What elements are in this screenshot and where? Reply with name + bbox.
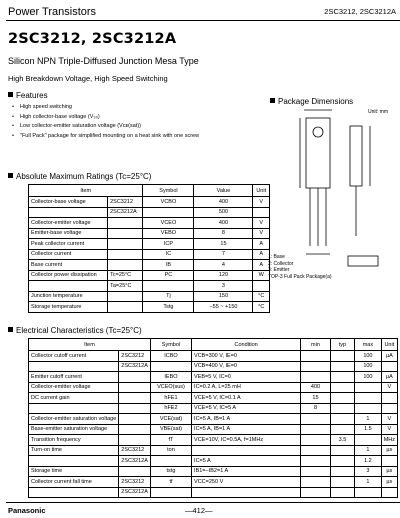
table-cell: [108, 260, 143, 271]
table-cell: 400: [301, 382, 331, 393]
table-cell: Peak collector current: [29, 239, 108, 250]
table-cell: 1: [355, 445, 382, 456]
footer-brand: Panasonic: [8, 506, 46, 515]
table-cell: 3: [194, 281, 253, 292]
table-cell: A: [253, 249, 270, 260]
table-cell: [381, 393, 397, 404]
table-row: [29, 351, 398, 362]
table-cell: [119, 393, 151, 404]
table-cell: [355, 382, 382, 393]
col-header: typ: [330, 339, 354, 351]
header-part-numbers: 2SC3212, 2SC3212A: [324, 7, 396, 16]
table-cell: [301, 414, 331, 425]
table-cell: [29, 207, 108, 218]
table-cell: A: [253, 260, 270, 271]
table-row: [29, 414, 398, 425]
table-cell: VCE(sat): [150, 414, 191, 425]
col-header: Unit: [381, 339, 397, 351]
table-cell: V: [381, 382, 397, 393]
table-row: [29, 239, 270, 250]
section-bullet-icon: [8, 92, 13, 97]
package-body-outline: [306, 118, 330, 188]
table-cell: 1.5: [355, 424, 382, 435]
table-cell: 15: [194, 239, 253, 250]
table-cell: Turn-on time: [29, 445, 119, 456]
table-row: [29, 302, 270, 313]
table-cell: IB1=−IB2=1 A: [192, 466, 301, 477]
col-header: Item: [29, 185, 143, 197]
table-cell: Collector power dissipation: [29, 270, 108, 281]
col-header: Item: [29, 339, 151, 351]
table-cell: 4: [194, 260, 253, 271]
package-unit: Unit: mm: [368, 109, 388, 115]
table-cell: VCEO: [143, 218, 194, 229]
table-header-row: [29, 339, 398, 351]
table-cell: [29, 487, 119, 498]
feature-item: • High speed switching: [12, 103, 262, 113]
features-heading: [8, 91, 48, 100]
table-cell: [29, 403, 119, 414]
table-cell: −55 ~ +150: [194, 302, 253, 313]
table-cell: [330, 372, 354, 383]
table-cell: 400: [194, 197, 253, 208]
table-cell: [330, 414, 354, 425]
table-cell: VCB=300 V, IE=0: [192, 351, 301, 362]
table-cell: [355, 393, 382, 404]
table-cell: [301, 445, 331, 456]
table-row: [29, 456, 398, 467]
col-header: Symbol: [143, 185, 194, 197]
mounting-hole-icon: [313, 127, 323, 137]
features-list: [12, 103, 262, 141]
table-cell: Collector-base voltage: [29, 197, 108, 208]
table-cell: IEBO: [150, 372, 191, 383]
table-cell: V: [253, 218, 270, 229]
table-cell: V: [381, 424, 397, 435]
table-cell: V: [253, 197, 270, 208]
table-cell: IC=5 A, IB=1 A: [192, 414, 301, 425]
table-cell: 100: [355, 361, 382, 372]
table-cell: [119, 424, 151, 435]
table-cell: 2SC3212A: [119, 487, 151, 498]
table-cell: [253, 281, 270, 292]
table-cell: VCB=400 V, IE=0: [192, 361, 301, 372]
table-cell: 2SC3212A: [119, 361, 151, 372]
table-cell: Collector current fall time: [29, 477, 119, 488]
table-row: [29, 249, 270, 260]
table-cell: [301, 351, 331, 362]
table-cell: [108, 291, 143, 302]
table-cell: [381, 403, 397, 414]
table-cell: 1: [355, 477, 382, 488]
table-cell: [330, 466, 354, 477]
table-cell: ICBO: [150, 351, 191, 362]
table-cell: VEBO: [143, 228, 194, 239]
table-cell: µs: [381, 477, 397, 488]
table-row: [29, 291, 270, 302]
table-cell: IC=5 A, IB=1 A: [192, 424, 301, 435]
elec-table: [28, 338, 398, 498]
table-cell: VCBO: [143, 197, 194, 208]
document-title: 2SC3212, 2SC3212A: [8, 31, 177, 47]
table-cell: IC: [143, 249, 194, 260]
table-cell: VCE=10V, IC=0.5A, f=1MHz: [192, 435, 301, 446]
table-cell: 8: [194, 228, 253, 239]
package-side-outline: [350, 126, 362, 186]
table-cell: [119, 403, 151, 414]
table-cell: [301, 361, 331, 372]
table-cell: PC: [143, 270, 194, 281]
abs-max-title: Absolute Maximum Ratings (Tc=25°C): [16, 172, 152, 181]
col-header: max: [355, 339, 382, 351]
table-cell: °C: [253, 302, 270, 313]
table-cell: [119, 466, 151, 477]
legend-line: TOP-3 Full Pack Package(a): [268, 273, 332, 280]
table-cell: [119, 435, 151, 446]
table-cell: 120: [194, 270, 253, 281]
table-cell: [330, 361, 354, 372]
table-cell: [330, 403, 354, 414]
table-row: [29, 393, 398, 404]
table-cell: [330, 456, 354, 467]
table-cell: [143, 207, 194, 218]
table-cell: [29, 456, 119, 467]
table-row: [29, 424, 398, 435]
table-cell: µs: [381, 445, 397, 456]
table-cell: [150, 361, 191, 372]
table-row: [29, 382, 398, 393]
table-cell: [119, 414, 151, 425]
table-cell: Base current: [29, 260, 108, 271]
table-cell: W: [253, 270, 270, 281]
table-cell: 500: [194, 207, 253, 218]
table-cell: [381, 361, 397, 372]
legend-line: 1: Base: [268, 254, 285, 260]
table-cell: ICP: [143, 239, 194, 250]
table-cell: tf: [150, 477, 191, 488]
table-cell: Collector current: [29, 249, 108, 260]
table-cell: 2SC3212A: [119, 456, 151, 467]
table-row: [29, 197, 270, 208]
legend-line: 2: Collector: [268, 260, 294, 267]
abs-max-table: [28, 184, 270, 313]
elec-title: Electrical Characteristics (Tc=25°C): [16, 326, 142, 335]
table-cell: 2SC3212: [119, 445, 151, 456]
table-cell: Ta=25°C: [108, 281, 143, 292]
table-cell: 1: [355, 414, 382, 425]
table-cell: 100: [355, 372, 382, 383]
table-cell: [301, 487, 331, 498]
footer-rule: [6, 502, 400, 503]
table-cell: 8: [301, 403, 331, 414]
table-cell: [108, 218, 143, 229]
table-row: [29, 207, 270, 218]
table-cell: [301, 424, 331, 435]
table-cell: 400: [194, 218, 253, 229]
table-cell: 100: [355, 351, 382, 362]
table-row: [29, 477, 398, 488]
table-cell: hFE1: [150, 393, 191, 404]
table-cell: MHz: [381, 435, 397, 446]
table-cell: hFE2: [150, 403, 191, 414]
table-cell: [301, 435, 331, 446]
section-bullet-icon: [8, 173, 13, 178]
table-cell: [192, 487, 301, 498]
table-cell: [301, 372, 331, 383]
table-cell: [29, 281, 108, 292]
table-cell: A: [253, 239, 270, 250]
col-header: Condition: [192, 339, 301, 351]
col-header: Value: [194, 185, 253, 197]
table-cell: 15: [301, 393, 331, 404]
table-cell: Storage temperature: [29, 302, 108, 313]
table-cell: V: [381, 414, 397, 425]
table-cell: [355, 487, 382, 498]
table-cell: VEB=5 V, IC=0: [192, 372, 301, 383]
table-cell: [301, 456, 331, 467]
package-end-outline: [348, 256, 378, 266]
table-cell: 1.2: [355, 456, 382, 467]
table-cell: Storage time: [29, 466, 119, 477]
table-row: [29, 260, 270, 271]
table-cell: VCC=250 V: [192, 477, 301, 488]
table-cell: [108, 249, 143, 260]
footer-page-number: —412—: [185, 506, 213, 515]
table-cell: [301, 466, 331, 477]
package-title: Package Dimensions: [278, 97, 354, 106]
table-cell: [355, 403, 382, 414]
table-cell: ton: [150, 445, 191, 456]
table-cell: [108, 228, 143, 239]
elec-body: [29, 351, 398, 498]
table-row: [29, 218, 270, 229]
table-cell: 2SC3212: [119, 351, 151, 362]
table-cell: VBE(sat): [150, 424, 191, 435]
table-cell: fT: [150, 435, 191, 446]
table-cell: [192, 445, 301, 456]
table-cell: [119, 382, 151, 393]
table-cell: Tj: [143, 291, 194, 302]
table-cell: 3.5: [330, 435, 354, 446]
table-cell: [330, 382, 354, 393]
table-cell: 150: [194, 291, 253, 302]
table-row: [29, 466, 398, 477]
col-header: Unit: [253, 185, 270, 197]
table-cell: [119, 372, 151, 383]
table-cell: [150, 456, 191, 467]
section-bullet-icon: [8, 327, 13, 332]
table-cell: [108, 302, 143, 313]
table-cell: Collector-emitter voltage: [29, 382, 119, 393]
table-cell: µA: [381, 372, 397, 383]
table-row: [29, 445, 398, 456]
table-cell: IC=5 A: [192, 456, 301, 467]
table-cell: [330, 445, 354, 456]
table-cell: µA: [381, 351, 397, 362]
table-cell: [355, 435, 382, 446]
table-row: [29, 281, 270, 292]
table-cell: tstg: [150, 466, 191, 477]
table-cell: Tc=25°C: [108, 270, 143, 281]
table-cell: [330, 424, 354, 435]
table-cell: Base-emitter saturation voltage: [29, 424, 119, 435]
table-row: [29, 487, 398, 498]
table-cell: [143, 281, 194, 292]
table-row: [29, 435, 398, 446]
table-cell: 2SC3212A: [108, 207, 143, 218]
document-subline: High Breakdown Voltage, High Speed Switching: [8, 74, 168, 83]
table-cell: [381, 456, 397, 467]
table-cell: Junction temperature: [29, 291, 108, 302]
table-header-row: [29, 185, 270, 197]
feature-item: • "Full Pack" package for simplified mounting on a heat sink with one screw: [12, 132, 262, 142]
feature-item: • Low collector-emitter saturation voltage (Vᴄᴇ(sat)): [12, 122, 262, 132]
table-cell: [330, 487, 354, 498]
table-cell: µs: [381, 466, 397, 477]
table-cell: [253, 207, 270, 218]
table-cell: [330, 393, 354, 404]
table-row: [29, 403, 398, 414]
table-cell: °C: [253, 291, 270, 302]
package-legend: [268, 254, 332, 280]
table-cell: 3: [355, 466, 382, 477]
table-cell: VCEO(sus): [150, 382, 191, 393]
abs-max-body: [29, 197, 270, 313]
table-row: [29, 270, 270, 281]
table-cell: Tstg: [143, 302, 194, 313]
abs-max-heading: [8, 172, 151, 181]
table-cell: [381, 487, 397, 498]
table-cell: DC current gain: [29, 393, 119, 404]
feature-item: • High collector-base voltage (V₃₀): [12, 113, 262, 123]
section-bullet-icon: [270, 98, 275, 103]
table-row: [29, 228, 270, 239]
table-cell: [108, 239, 143, 250]
col-header: Symbol: [150, 339, 191, 351]
features-title: Features: [16, 91, 48, 100]
header-rule: [6, 20, 400, 21]
table-row: [29, 372, 398, 383]
table-cell: 2SC3212: [119, 477, 151, 488]
table-cell: [330, 351, 354, 362]
header-category: Power Transistors: [8, 6, 97, 18]
table-cell: 2SC3212: [108, 197, 143, 208]
table-cell: 7: [194, 249, 253, 260]
document-subtitle: Silicon NPN Triple-Diffused Junction Mesa Type: [8, 56, 199, 66]
table-cell: Emitter cutoff current: [29, 372, 119, 383]
legend-line: 3: Emitter: [268, 267, 290, 273]
table-cell: [330, 477, 354, 488]
table-cell: Transition frequency: [29, 435, 119, 446]
table-row: [29, 361, 398, 372]
table-cell: Collector cutoff current: [29, 351, 119, 362]
table-cell: VCE=5 V, IC=0.1 A: [192, 393, 301, 404]
table-cell: Collector-emitter voltage: [29, 218, 108, 229]
col-header: min: [301, 339, 331, 351]
table-cell: Emitter-base voltage: [29, 228, 108, 239]
table-cell: V: [253, 228, 270, 239]
table-cell: [150, 487, 191, 498]
table-cell: VCE=5 V, IC=5 A: [192, 403, 301, 414]
table-cell: IC=0.2 A, L=25 mH: [192, 382, 301, 393]
table-cell: [29, 361, 119, 372]
elec-heading: [8, 326, 142, 335]
table-cell: IB: [143, 260, 194, 271]
table-cell: Collector-emitter saturation voltage: [29, 414, 119, 425]
table-cell: [301, 477, 331, 488]
